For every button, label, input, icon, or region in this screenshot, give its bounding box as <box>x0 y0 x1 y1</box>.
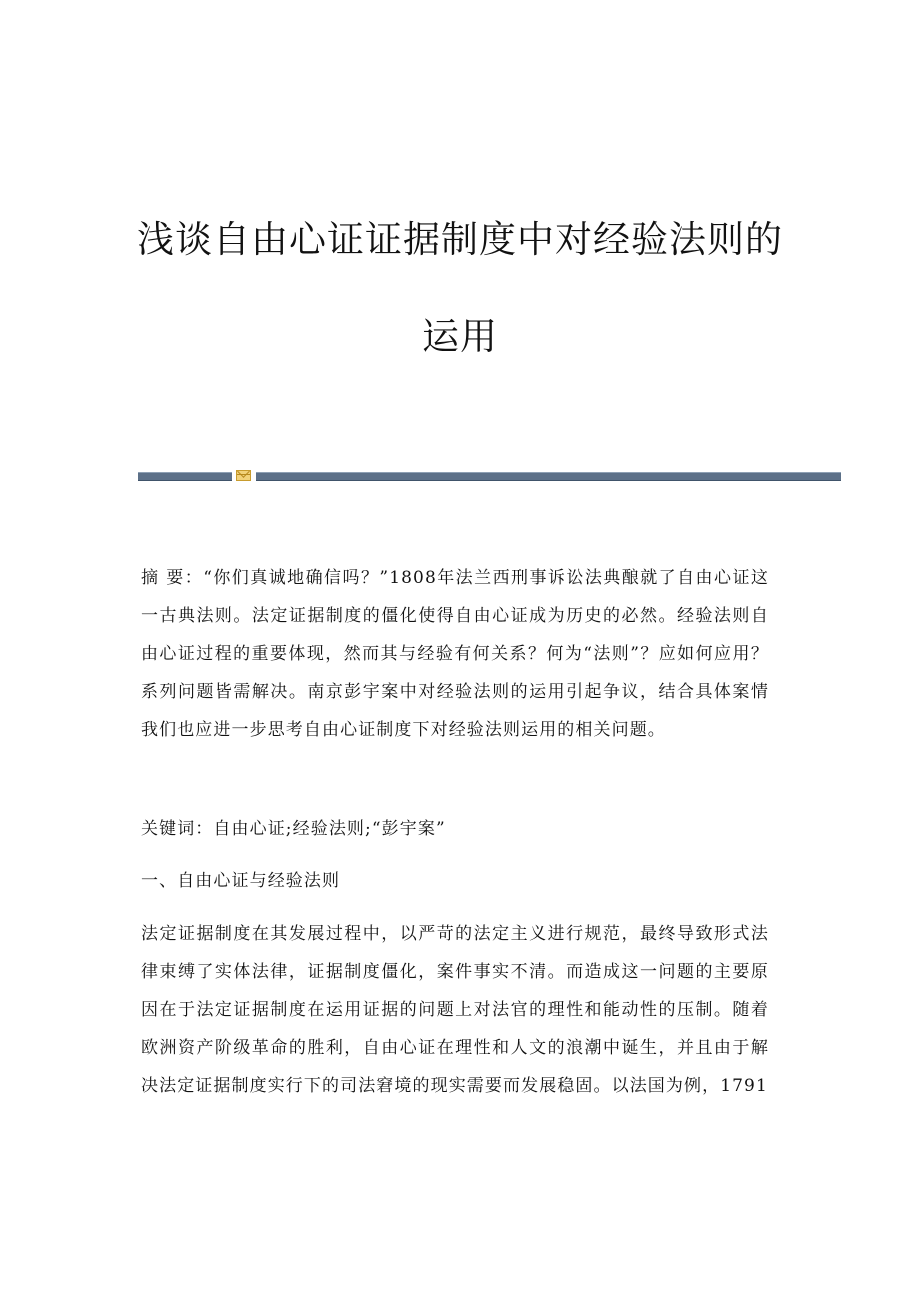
divider-bar-left <box>138 472 232 481</box>
divider-bar-right <box>256 472 841 481</box>
abstract-paragraph: 摘 要：“你们真诚地确信吗？”1808年法兰西刑事诉讼法典酿就了自由心证这一古典法则。法定证据制度的僵化使得自由心证成为历史的必然。经验法则自由心证过程的重要体现，然而其与经验有何关系？何为“法则”？应如何应用？系列问题皆需解决。南京彭宇案中对经验法则的运用引起争议，结合具体案情我们也应进一步思考自由心证制度下对经验法则运用的相关问题。 <box>141 568 769 740</box>
section-heading: 一、自由心证与经验法则 <box>141 871 341 891</box>
document-title-line-2: 运用 <box>422 315 498 358</box>
body-paragraph: 法定证据制度在其发展过程中，以严苛的法定主义进行规范，最终导致形式法律束缚了实体法律，证据制度僵化，案件事实不清。而造成这一问题的主要原因在于法定证据制度在运用证据的问题上对法官的理性和能动性的压制。随着欧洲资产阶级革命的胜利，自由心证在理性和人文的浪潮中诞生，并且由于解决法定证据制度实行下的司法窘境的现实需要而发展稳固。以法国为例，1791 <box>141 924 769 1096</box>
envelope-icon <box>236 470 251 481</box>
document-title-line-1: 浅谈自由心证证据制度中对经验法则的 <box>137 218 783 261</box>
title-divider <box>138 470 841 482</box>
keywords-line: 关键词：自由心证;经验法则;“彭宇案” <box>141 819 446 839</box>
